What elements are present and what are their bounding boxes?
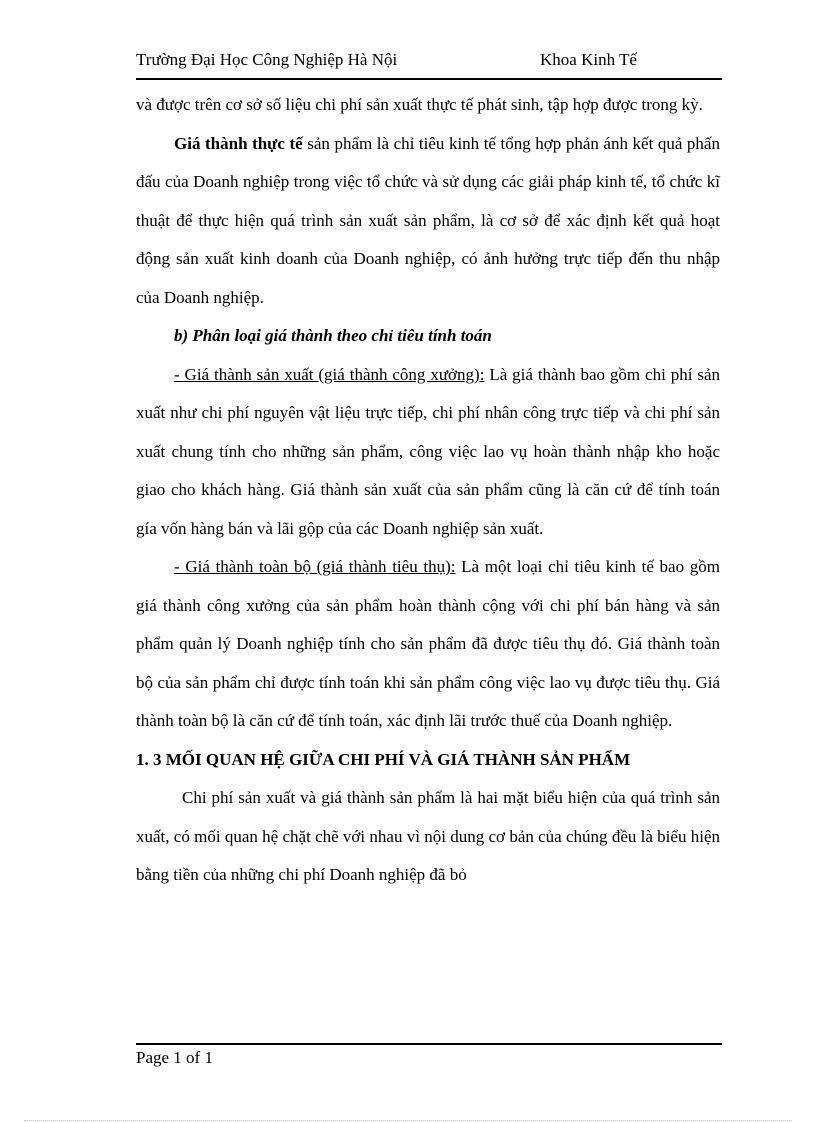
paragraph-relationship: Chi phí sản xuất và giá thành sản phẩm là hai mặt biểu hiện của quá trình sản xuất, có mối quan hệ chặt chẽ với nhau vì nội dung cơ bản của chúng đều là biểu hiện bằng tiền của những chi phí Doanh nghiệp đã bỏ	[136, 788, 720, 884]
paragraph-production-cost-text: Là giá thành bao gồm chi phí sản xuất như chi phí nguyên vật liệu trực tiếp, chi phí nhân công trực tiếp và chi phí sản xuất chung tính cho những sản phẩm, công việc lao vụ hoàn thành nhập kho hoặc giao cho khách hàng. Giá thành sản xuất của sản phẩm cũng là căn cứ để tính toán gía vốn hàng bán và lãi gộp của các Doanh nghiệp sản xuất.	[136, 364, 720, 538]
paragraph-continuation: và được trên cơ sở số liệu chi phí sản xuất thực tế phát sinh, tập hợp được trong kỳ.	[136, 95, 703, 114]
term-total-cost: - Giá thành toàn bộ (giá thành tiêu thụ):	[174, 557, 456, 576]
document-body	[136, 86, 720, 895]
paragraph-actual-cost	[136, 125, 720, 318]
section-heading: 1. 3 MỐI QUAN HỆ GIỮA CHI PHÍ VÀ GIÁ THÀNH SẢN PHẨM	[136, 749, 631, 769]
paragraph-actual-cost-text: sản phẩm là chỉ tiêu kinh tế tổng hợp phản ánh kết quả phấn đấu của Doanh nghiệp trong việc tổ chức và sử dụng các giải pháp kinh tế, tổ chức kĩ thuật để thực hiện quá trình sản xuất sản phẩm, là cơ sở để xác định kết quả hoạt động sản xuất kinh doanh của Doanh nghiệp, có ảnh hưởng trực tiếp đến thu nhập của Doanh nghiệp.	[136, 133, 720, 307]
paragraph-total-cost-text: Là một loại chỉ tiêu kinh tế bao gồm giá thành công xưởng của sản phẩm hoàn thành cộng với chi phí bán hàng và sản phẩm quản lý Doanh nghiệp tính cho sản phẩm đã được tiêu thụ đó. Giá thành toàn bộ của sản phẩm chỉ được tính toán khi sản phẩm công việc lao vụ được tiêu thụ. Giá thành toàn bộ là căn cứ để tính toán, xác định lãi trước thuế của Doanh nghiệp.	[136, 557, 720, 730]
subheading-cost-classification: b) Phân loại giá thành theo chỉ tiêu tính toán	[174, 326, 492, 345]
page-header	[136, 50, 722, 80]
paragraph-production-cost	[136, 356, 720, 549]
page-number: Page 1 of 1	[136, 1048, 213, 1067]
header-department: Khoa Kinh Tế	[540, 50, 637, 69]
term-actual-cost: Giá thành thực tế	[174, 133, 303, 153]
paragraph-total-cost	[136, 548, 720, 741]
term-production-cost: - Giá thành sản xuất (giá thành công xưởng):	[174, 364, 485, 384]
page-edge-divider	[24, 1120, 792, 1121]
header-school-name: Trường Đại Học Công Nghiệp Hà Nội	[136, 50, 398, 69]
page-footer	[136, 1043, 722, 1068]
